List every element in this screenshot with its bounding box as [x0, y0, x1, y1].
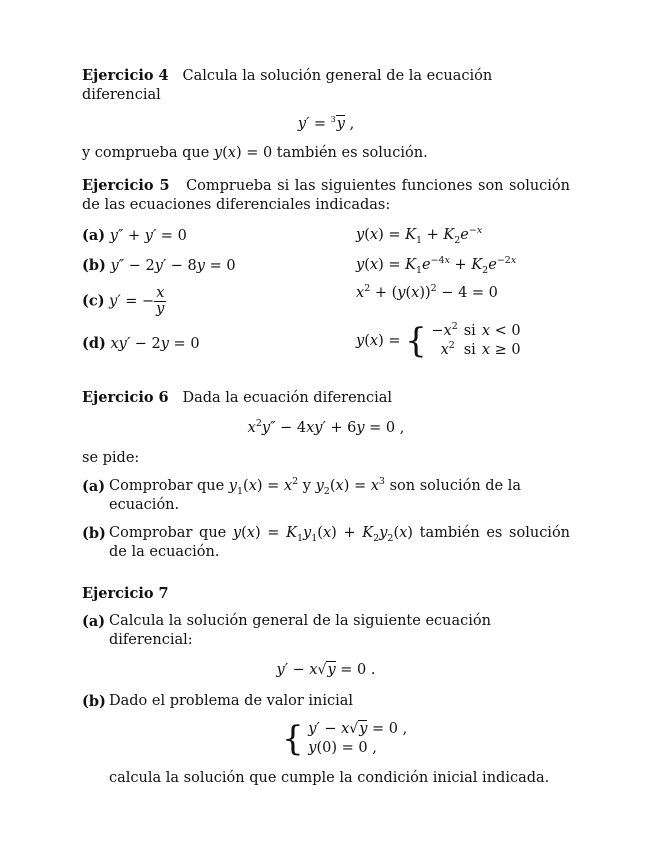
exercise-7-after: calcula la solución que cumple la condición inicial indicada. [109, 770, 550, 786]
exercise-6-item-a: (a) Comprobar que $y_1(x) = x^2$ y $y_2(x) = x^3$ son solución de la ecuación. [82, 476, 522, 513]
exercise-6-item-b: (b) Comprobar que $y(x) = K_1y_1(x) + K_2y_2(x)$ también es solución de la ecuación. [82, 525, 571, 560]
exercise-4-equation: y′ = $^3$y , [297, 115, 355, 132]
item-c-equation: (c) y′ = − $\frac{x}{y}$ [82, 285, 165, 317]
exercise-6 [82, 388, 570, 562]
exercise-5-title: Ejercicio 5 [82, 177, 170, 194]
item-b-equation: (b) y″ − 2y′ − 8y = 0 [82, 257, 236, 274]
exercise-4-check: y comprueba que y(x) = 0 también es solución. [82, 145, 428, 161]
exercise-6-title: Ejercicio 6 [82, 389, 169, 406]
exercise-5-items [82, 226, 570, 366]
exercise-7 [82, 584, 570, 788]
item-b-solution: $y(x) = K_1e^{-4x} + K_2e^{-2x}$ [356, 255, 517, 276]
system-brace: { [282, 719, 304, 759]
item-d-solution: y(x) = { $-x^2$ si x < 0 $x^2$ si x ≥ 0 [356, 321, 521, 361]
exercise-6-intro: Dada la ecuación diferencial [182, 390, 393, 406]
exercise-7-title: Ejercicio 7 [82, 585, 169, 602]
system-line-2: y(0) = 0 , [308, 740, 377, 756]
document-page [82, 66, 570, 788]
item-a-solution: $y(x) = K_1 + K_2e^{-x}$ [356, 225, 483, 246]
exercise-7-item-a: (a) Calcula la solución general de la siguiente ecuación diferencial: [82, 613, 491, 648]
exercise-7-system [282, 720, 570, 758]
exercise-5-item-d [82, 321, 570, 366]
exercise-4-intro: Calcula la solución general de la ecuación diferencial [82, 68, 493, 103]
exercise-7-item-b: (b) Dado el problema de valor inicial [82, 693, 354, 710]
exercise-5 [82, 176, 570, 366]
item-c-solution: $x^2 + (y(x))^2 - 4 = 0$ [356, 283, 498, 301]
exercise-4-title: Ejercicio 4 [82, 67, 169, 84]
left-brace: { [405, 321, 427, 361]
exercise-6-equation: $x^2y'' - 4xy' + 6y = 0$ , [247, 418, 405, 436]
exercise-5-item-c [82, 283, 570, 326]
item-d-equation: (d) xy′ − 2y = 0 [82, 335, 200, 352]
item-a-equation: (a) y″ + y′ = 0 [82, 227, 187, 244]
exercise-7-equation-a: y′ − x√y = 0 . [276, 662, 376, 678]
system-line-1: y′ − x√y = 0 , [308, 721, 408, 737]
exercise-5-intro: Comprueba si las siguientes funciones son solución de las ecuaciones diferenciales indicadas: [82, 178, 570, 213]
exercise-6-se-pide: se pide: [82, 450, 140, 466]
exercise-5-item-a [82, 226, 570, 256]
exercise-5-item-b [82, 256, 570, 286]
exercise-4 [82, 66, 570, 163]
